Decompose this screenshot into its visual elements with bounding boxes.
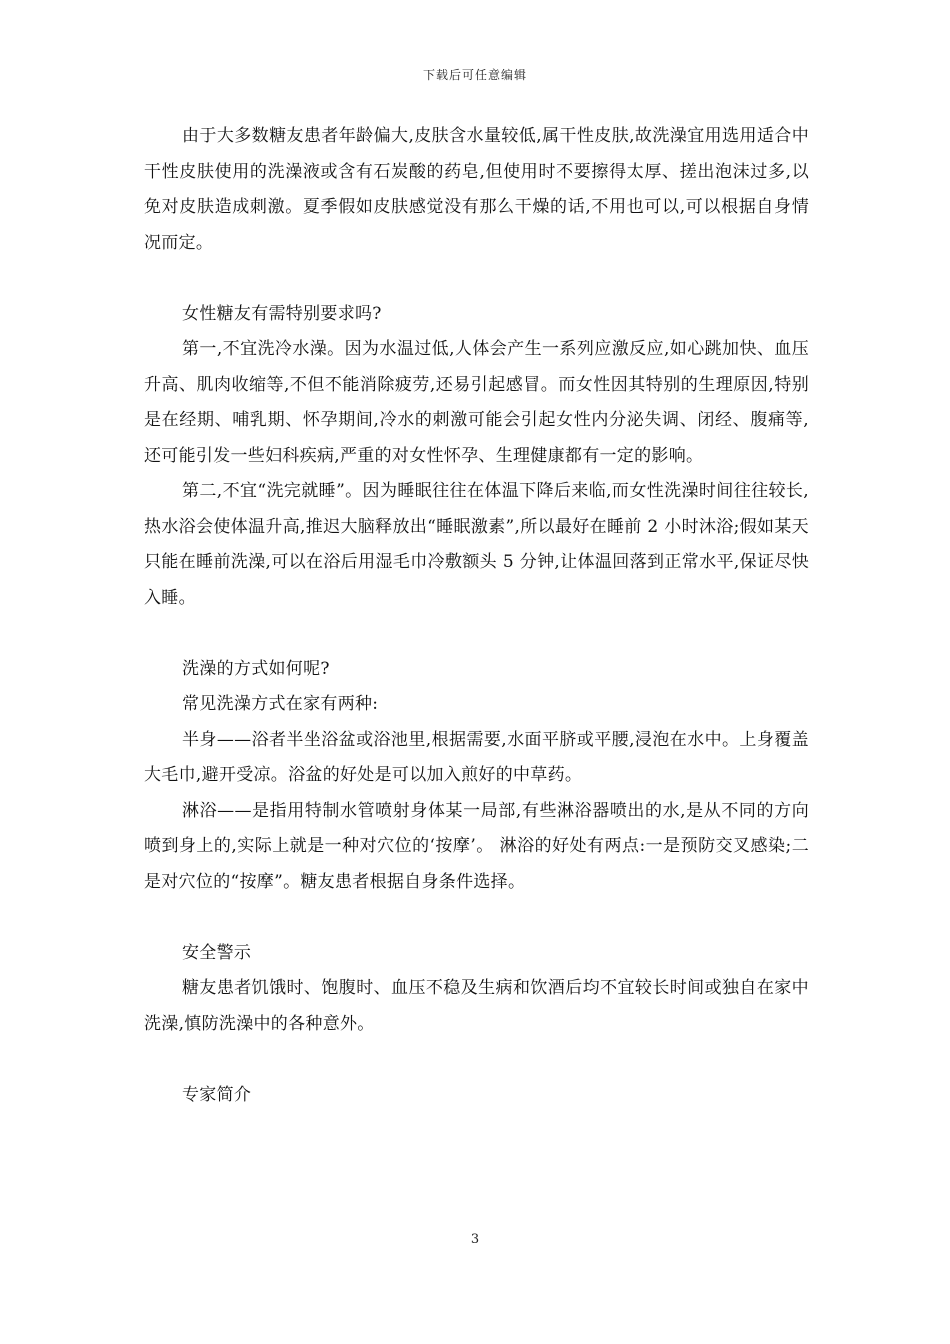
paragraph-gap [144,1042,809,1078]
paragraph-gap [144,616,809,652]
heading-safety-warning: 安全警示 [182,942,252,963]
paragraph-gap [144,261,809,297]
paragraph-no-sleep-after-bath: 第二,不宜“洗完就睡”。因为睡眠往往在体温下降后来临,而女性洗澡时间往往较长,热水浴会使体温升高,推迟大脑释放出“睡眠激素”,所以最好在睡前 2 小时沐浴;假如某天只能在睡前洗澡,可以在浴后用湿毛巾冷敷额头 5 分钟,让体温回落到正常水平,保证尽快入睡。 [144,481,809,608]
paragraph-shower: 淋浴——是指用特制水管喷射身体某一局部,有些淋浴器喷出的水,是从不同的方向喷到身上的,实际上就是一种对穴位的‘按摩’。 淋浴的好处有两点:一是预防交叉感染;二是对穴位的“按摩”。糖友患者根据自身条件选择。 [144,800,809,892]
paragraph-gap [144,900,809,936]
page-header-note: 下载后可任意编辑 [422,68,527,82]
heading-bathing-methods: 洗澡的方式如何呢? [182,658,330,679]
paragraph-common-methods: 常见洗澡方式在家有两种: [182,694,379,714]
paragraph-no-cold-bath: 第一,不宜洗冷水澡。因为水温过低,人体会产生一系列应激反应,如心跳加快、血压升高、肌肉收缩等,不但不能消除疲劳,还易引起感冒。而女性因其特别的生理原因,特别是在经期、哺乳期、怀孕期间,冷水的刺激可能会引起女性内分泌失调、闭经、腹痛等,还可能引发一些妇科疾病,严重的对女性怀孕、生理健康都有一定的影响。 [144,339,809,466]
document-body [144,119,809,1113]
paragraph-skin-care: 由于大多数糖友患者年龄偏大,皮肤含水量较低,属干性皮肤,故洗澡宜用选用适合中干性皮肤使用的洗澡液或含有石炭酸的药皂,但使用时不要擦得太厚、搓出泡沫过多,以免对皮肤造成刺激。夏季假如皮肤感觉没有那么干燥的话,不用也可以,可以根据自身情况而定。 [144,126,809,253]
paragraph-half-bath: 半身——浴者半坐浴盆或浴池里,根据需要,水面平脐或平腰,浸泡在水中。上身覆盖大毛巾,避开受凉。浴盆的好处是可以加入煎好的中草药。 [144,729,809,785]
heading-expert-intro: 专家简介 [182,1084,252,1105]
paragraph-safety-warning: 糖友患者饥饿时、饱腹时、血压不稳及生病和饮酒后均不宜较长时间或独自在家中洗澡,慎防洗澡中的各种意外。 [144,978,809,1034]
heading-female-requirements: 女性糖友有需特别要求吗? [182,303,382,324]
page-number: 3 [470,1232,480,1247]
